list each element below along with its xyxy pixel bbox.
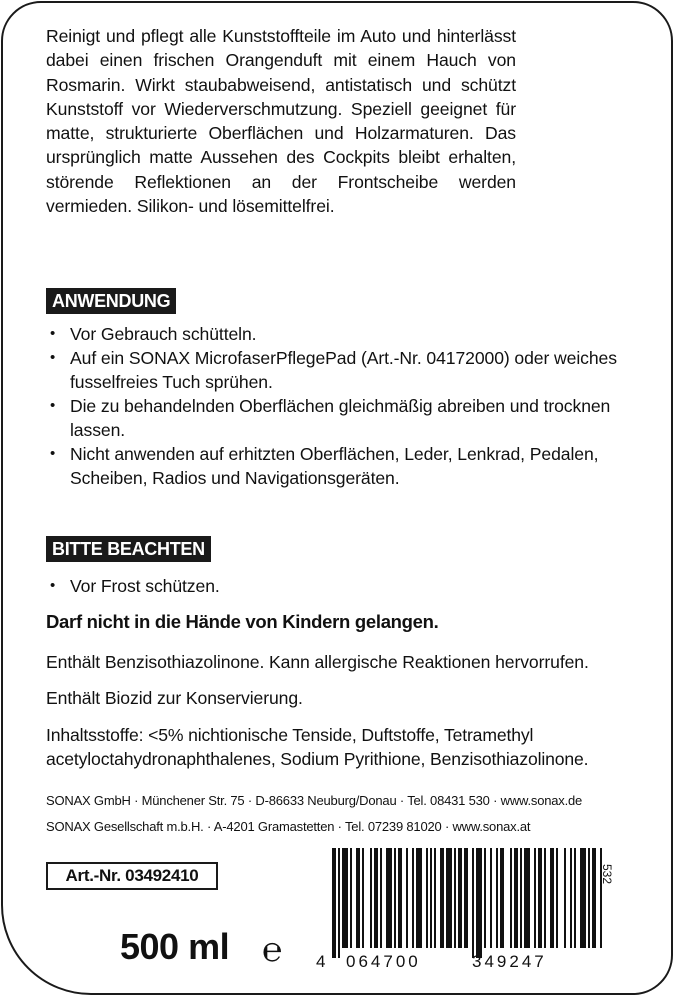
barcode-group-1: 064700: [346, 952, 421, 971]
list-item: • Nicht anwenden auf erhitzten Oberflächen, Leder, Lenkrad, Pedalen, Scheiben, Radios und Navigationsgeräten.: [50, 444, 599, 488]
estimated-sign-icon: ℮: [262, 930, 283, 970]
anwendung-heading: ANWENDUNG: [46, 288, 176, 314]
company-address-at: SONAX Gesellschaft m.b.H. · A-4201 Gramastetten · Tel. 07239 81020 · www.sonax.at: [46, 819, 531, 834]
list-item: • Vor Frost schützen.: [50, 576, 220, 596]
article-number-box: Art.-Nr. 03492410: [46, 862, 218, 890]
company-address-de: SONAX GmbH · Münchener Str. 75 · D-86633 Neuburg/Donau · Tel. 08431 530 · www.sonax.de: [46, 793, 583, 808]
ingredients-text: Inhaltsstoffe: <5% nichtionische Tenside, Duftstoffe, Tetramethyl acetyloctahydronaphthalenes, Sodium Pyrithione, Benzisothiazolinone.: [46, 725, 589, 769]
list-item: • Die zu behandelnden Oberflächen gleichmäßig abreiben und trocknen lassen.: [50, 396, 611, 440]
barcode-first-digit: 4: [316, 952, 329, 971]
side-code: 532: [600, 864, 614, 885]
bullet-icon: •: [50, 349, 56, 366]
list-item: • Vor Gebrauch schütteln.: [50, 324, 257, 344]
bullet-icon: •: [50, 445, 56, 462]
bullet-icon: •: [50, 577, 56, 594]
barcode-image: [332, 848, 604, 958]
anwendung-list: [46, 322, 626, 490]
bullet-icon: •: [50, 397, 56, 414]
intro-text: Reinigt und pflegt alle Kunststoffteile im Auto und hinterlässt dabei einen frischen Orangenduft mit einem Hauch von Rosmarin. Wirkt staubabweisend, antistatisch und schützt Kunststoff vor Wiederverschmutzung. Speziell geeignet für matte, strukturierte Oberflächen und Holzarmaturen. Das ursprünglich matte Aussehen des Cockpits bleibt erhalten, störende Reflektionen an der Frontscheibe werden vermieden. Silikon- und lösemittelfrei.: [46, 26, 516, 217]
list-item: • Auf ein SONAX MicrofaserPflegePad (Art.-Nr. 04172000) oder weiches fusselfreies Tuch sprühen.: [50, 348, 617, 392]
beachten-list: [46, 574, 626, 598]
barcode-group-2: 349247: [472, 952, 547, 971]
bullet-icon: •: [50, 325, 56, 342]
biocide-notice: Enthält Biozid zur Konservierung.: [46, 688, 303, 708]
child-warning: Darf nicht in die Hände von Kindern gelangen.: [46, 611, 439, 632]
allergy-notice: Enthält Benzisothiazolinone. Kann allergische Reaktionen hervorrufen.: [46, 652, 589, 672]
beachten-heading: BITTE BEACHTEN: [46, 536, 211, 562]
volume-label: 500 ml: [120, 926, 230, 967]
